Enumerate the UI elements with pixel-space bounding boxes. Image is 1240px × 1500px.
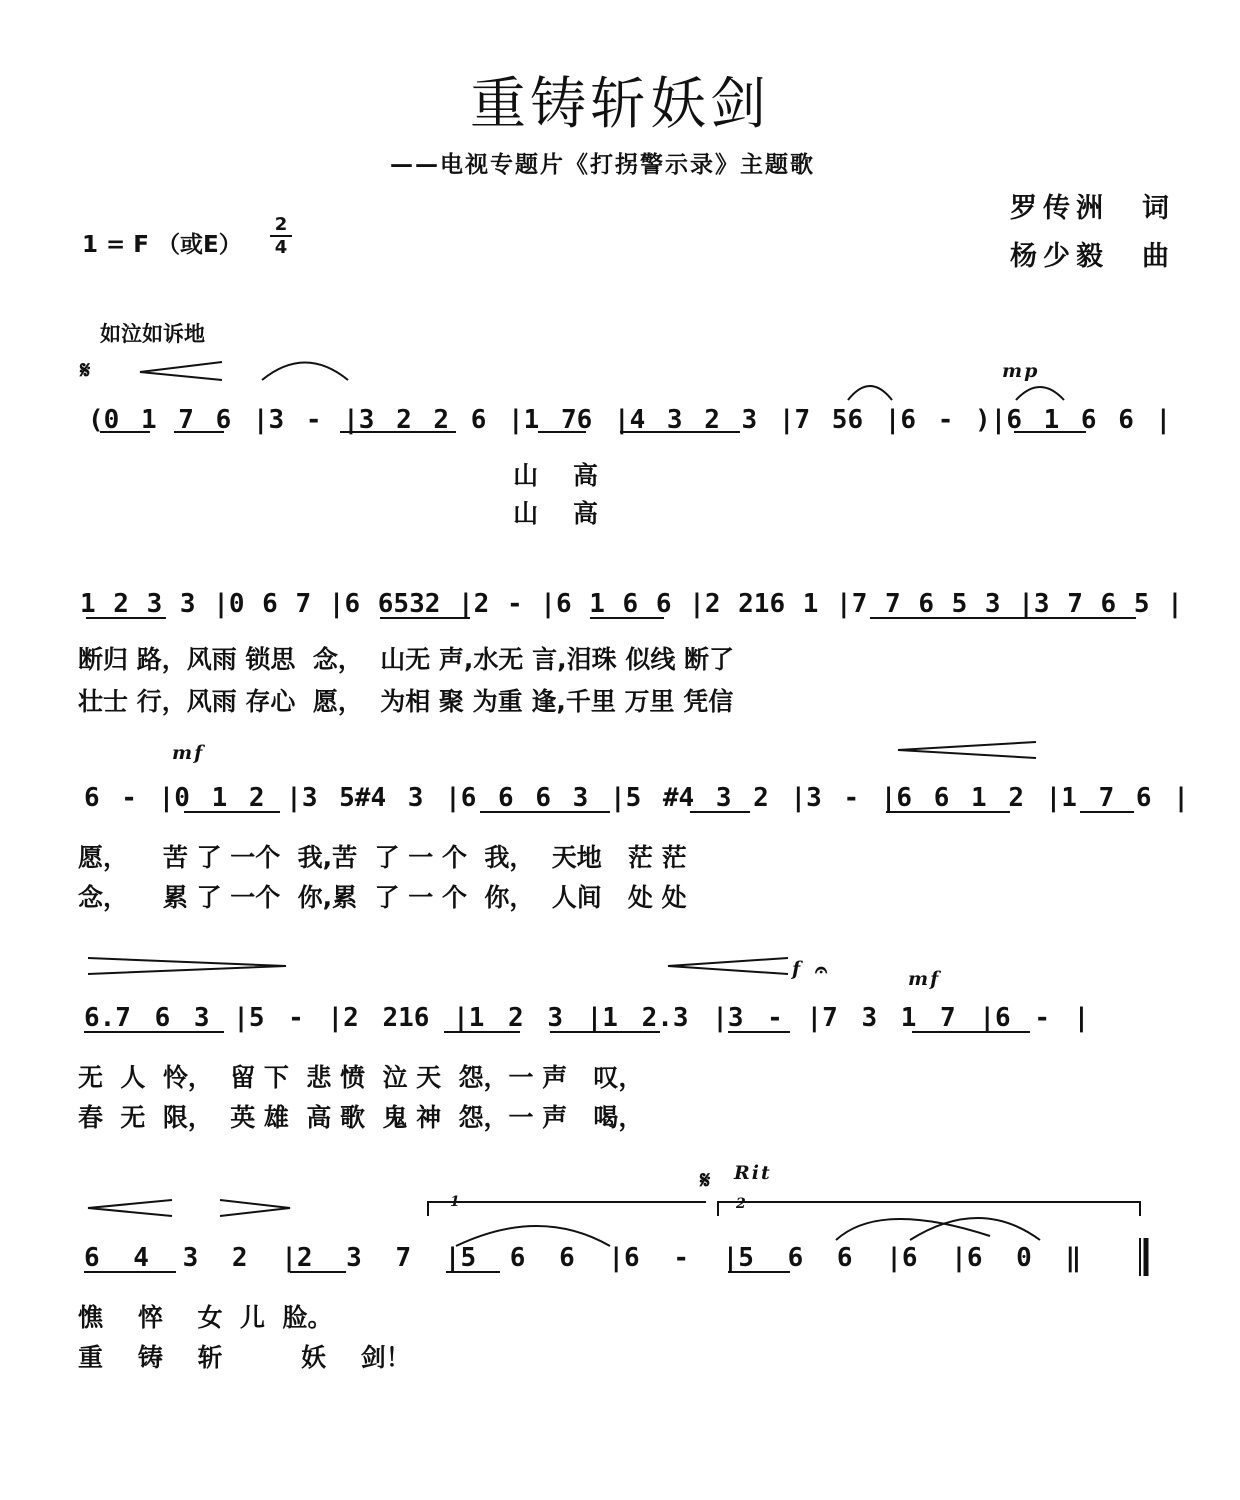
system-5-lyric-verse-1: 憔 悴 女 儿 脸。 [78,1303,333,1332]
volta-bracket-second [718,1202,1140,1216]
time-signature-top: 2 [274,214,288,235]
decrescendo-hairpin [88,958,286,974]
lyricist-credit: 罗传洲 词 [1010,193,1175,224]
system-5-note-text: 6 4 3 2 |2 3 7 |5 6 6 |6 - |5 6 6 |6 |6 0 ‖ [84,1243,1082,1273]
song-subtitle: ——电视专题片《打拐警示录》主题歌 [390,152,815,178]
dynamic-mf: mf [172,742,205,764]
system-3-lyric-verse-1: 愿， 苦 了 一个 我,苦 了 一 个 我， 天地 茫 茫 [78,843,687,872]
system-3-note-text: 6 - |0 1 2 |3 5#4 3 |6 6 6 3 |5 #4 3 2 |3 - |6 6 1 2 |1 7 6 | [84,783,1189,813]
crescendo-hairpin [668,958,788,974]
segno-icon-second: 𝄋 [700,1166,711,1194]
key-signature: 1 = F （或E） [82,232,242,258]
system-4-note-text: 6.7 6 3 |5 - |2 216 |1 2 3 |1 2.3 |3 - |7 3 1 7 |6 - | [84,1003,1090,1033]
slur [836,1219,990,1240]
volta-first-label: 1 [450,1194,462,1210]
dynamic-mf-second: mf [908,968,941,990]
segno-icon: 𝄋 [80,356,91,384]
crescendo-hairpin [88,1200,172,1216]
expression-marking: 如泣如诉地 [100,322,205,346]
system-2-lyric-verse-2: 壮士 行，风雨 存心 愿， 为相 聚 为重 逢,千里 万里 凭信 [78,687,734,716]
system-4-lyric-verse-2: 春 无 限， 英 雄 高 歌 鬼 神 怨，一 声 喝， [78,1103,644,1132]
slur [848,386,892,400]
tempo-rit: Rit [734,1162,772,1184]
system-4-lyric-verse-1: 无 人 怜， 留 下 悲 愤 泣 天 怨，一 声 叹， [78,1063,644,1092]
dynamic-mp: mp [1002,360,1040,382]
time-signature-bottom: 4 [274,237,288,258]
dynamic-f: f [792,958,803,980]
system-2-lyric-verse-1: 断归 路，风雨 锁思 念， 山无 声,水无 言,泪珠 似线 断了 [78,645,735,674]
system-3-lyric-verse-2: 念， 累 了 一个 你,累 了 一 个 你， 人间 处 处 [78,883,687,912]
system-5-lyric-verse-2: 重 铸 斩 妖 剑！ [78,1343,411,1372]
system-2-note-text: 1 2 3 3 |0 6 7 |6 6532 |2 - |6 1 6 6 |2 216 1 |7 7 6 5 3 |3 7 6 5 | [80,589,1183,619]
slur [1016,387,1064,400]
slur [456,1226,610,1246]
song-title: 重铸斩妖剑 [470,72,770,137]
volta-bracket-first [428,1202,706,1216]
decrescendo-hairpin [220,1200,290,1216]
fermata-icon: 𝄐 [815,958,828,983]
composer-credit: 杨少毅 曲 [1010,241,1175,272]
crescendo-hairpin [140,362,222,380]
volta-second-label: 2 [736,1196,748,1212]
system-1-lyric-verse-1: 山 高 [78,461,598,490]
system-1-note-text: (0 1 7 6 |3 - |3 2 2 6 |1 76 |4 3 2 3 |7 56 |6 - )|6 1 6 6 | [88,405,1172,435]
crescendo-hairpin [898,742,1036,758]
system-1-lyric-verse-2: 山 高 [78,499,598,528]
slur [262,363,348,381]
